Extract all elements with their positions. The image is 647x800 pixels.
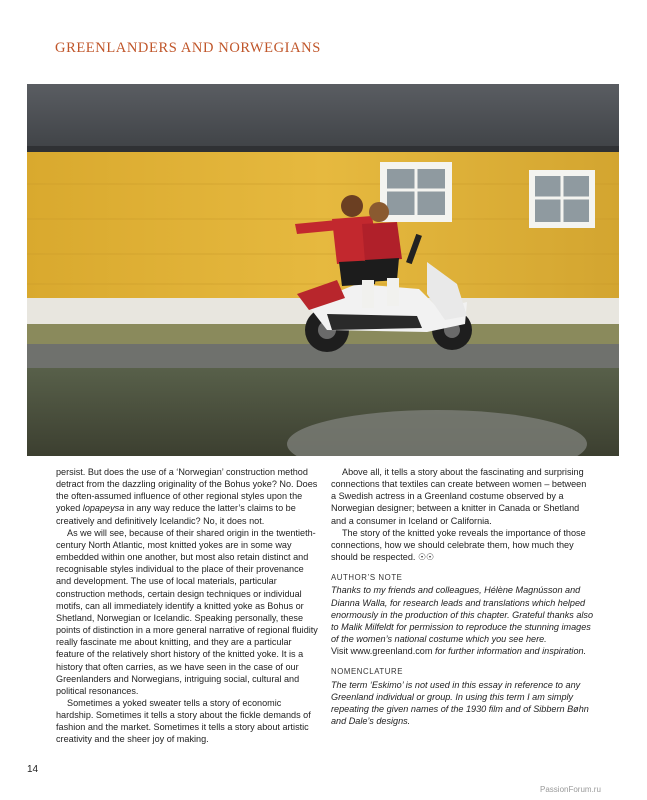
end-mark-icon: ☉☉ (417, 552, 435, 563)
right-paragraph-2: The story of the knitted yoke reveals the importance of those connections, how we should celebrate them, how much they should be respected. ☉☉ (331, 527, 586, 563)
left-column (56, 466, 318, 746)
greenland-link[interactable]: www.greenland.com (350, 646, 433, 657)
right-column (331, 466, 593, 727)
section-title: GREENLANDERS AND NORWEGIANS (55, 40, 321, 56)
left-paragraph-2: As we will see, because of their shared origin in the twentieth-century North Atlantic, most knitted yokes are in some way embedded within one another, but most also retain distinct and recognisable styles individual to the place of their provenance and development. The use of local materials, particular construction methods, certain design techniques or individual motifs, can all immediately identify a knitted yoke as Bohus or Shetland, Norwegian or Icelandic. Speaking personally, these points of distinction in a more general narrative of regional fluidity really fascinate me about knitting, and they are a particular feature of the relatively short history of the knitted yoke. It is a history that often carries, as we have seen in the case of our Greenlanders and Norwegians, intriguing social, cultural and political resonances. (56, 527, 318, 696)
nomenclature-body: The term ‘Eskimo’ is not used in this essay in reference to any Greenland individual or group. In using this term I am simply repeating the given names of the 1930 film and of Sibbern Bøhn and Dale’s designs. (331, 679, 589, 726)
scooter-photo (27, 84, 619, 456)
nomenclature-heading: NOMENCLATURE (331, 667, 404, 677)
authors-note-heading: AUTHOR’S NOTE (331, 573, 403, 583)
page-number: 14 (27, 764, 39, 775)
authors-note-body: Thanks to my friends and colleagues, Hélène Magnússon and Dianna Walla, for research leads and translations which helped enormously in the production of this chapter. Grateful thanks also to Malik Milfeldt for permission to reproduce the stunning images of the women’s national costume which you see here. Visit www.greenland.com for further information and inspiration. (331, 585, 594, 657)
right-paragraph-1: Above all, it tells a story about the fascinating and surprising connections that textiles can create between women – between a Swedish actress in a Greenland costume observed by a Norwegian designer; between a knitter in Canada or Shetland and a consumer in Iceland or California. (331, 467, 587, 526)
watermark: PassionForum.ru (540, 785, 601, 794)
left-paragraph-1: persist. But does the use of a ‘Norwegian’ construction method detract from the dazzling originality of the Bohus yoke? No. Does the often-assumed influence of other regional styles upon the yoked lopapeysa in any way reduce the latter’s claims to be creatively and definitively Icelandic? No, it does not. (56, 467, 318, 526)
left-paragraph-3: Sometimes a yoked sweater tells a story of economic hardship. Sometimes it tells a story about the fickle demands of fashion and the market. Sometimes it tells a story about artistic creativity and the sheer joy of making. (56, 697, 311, 745)
